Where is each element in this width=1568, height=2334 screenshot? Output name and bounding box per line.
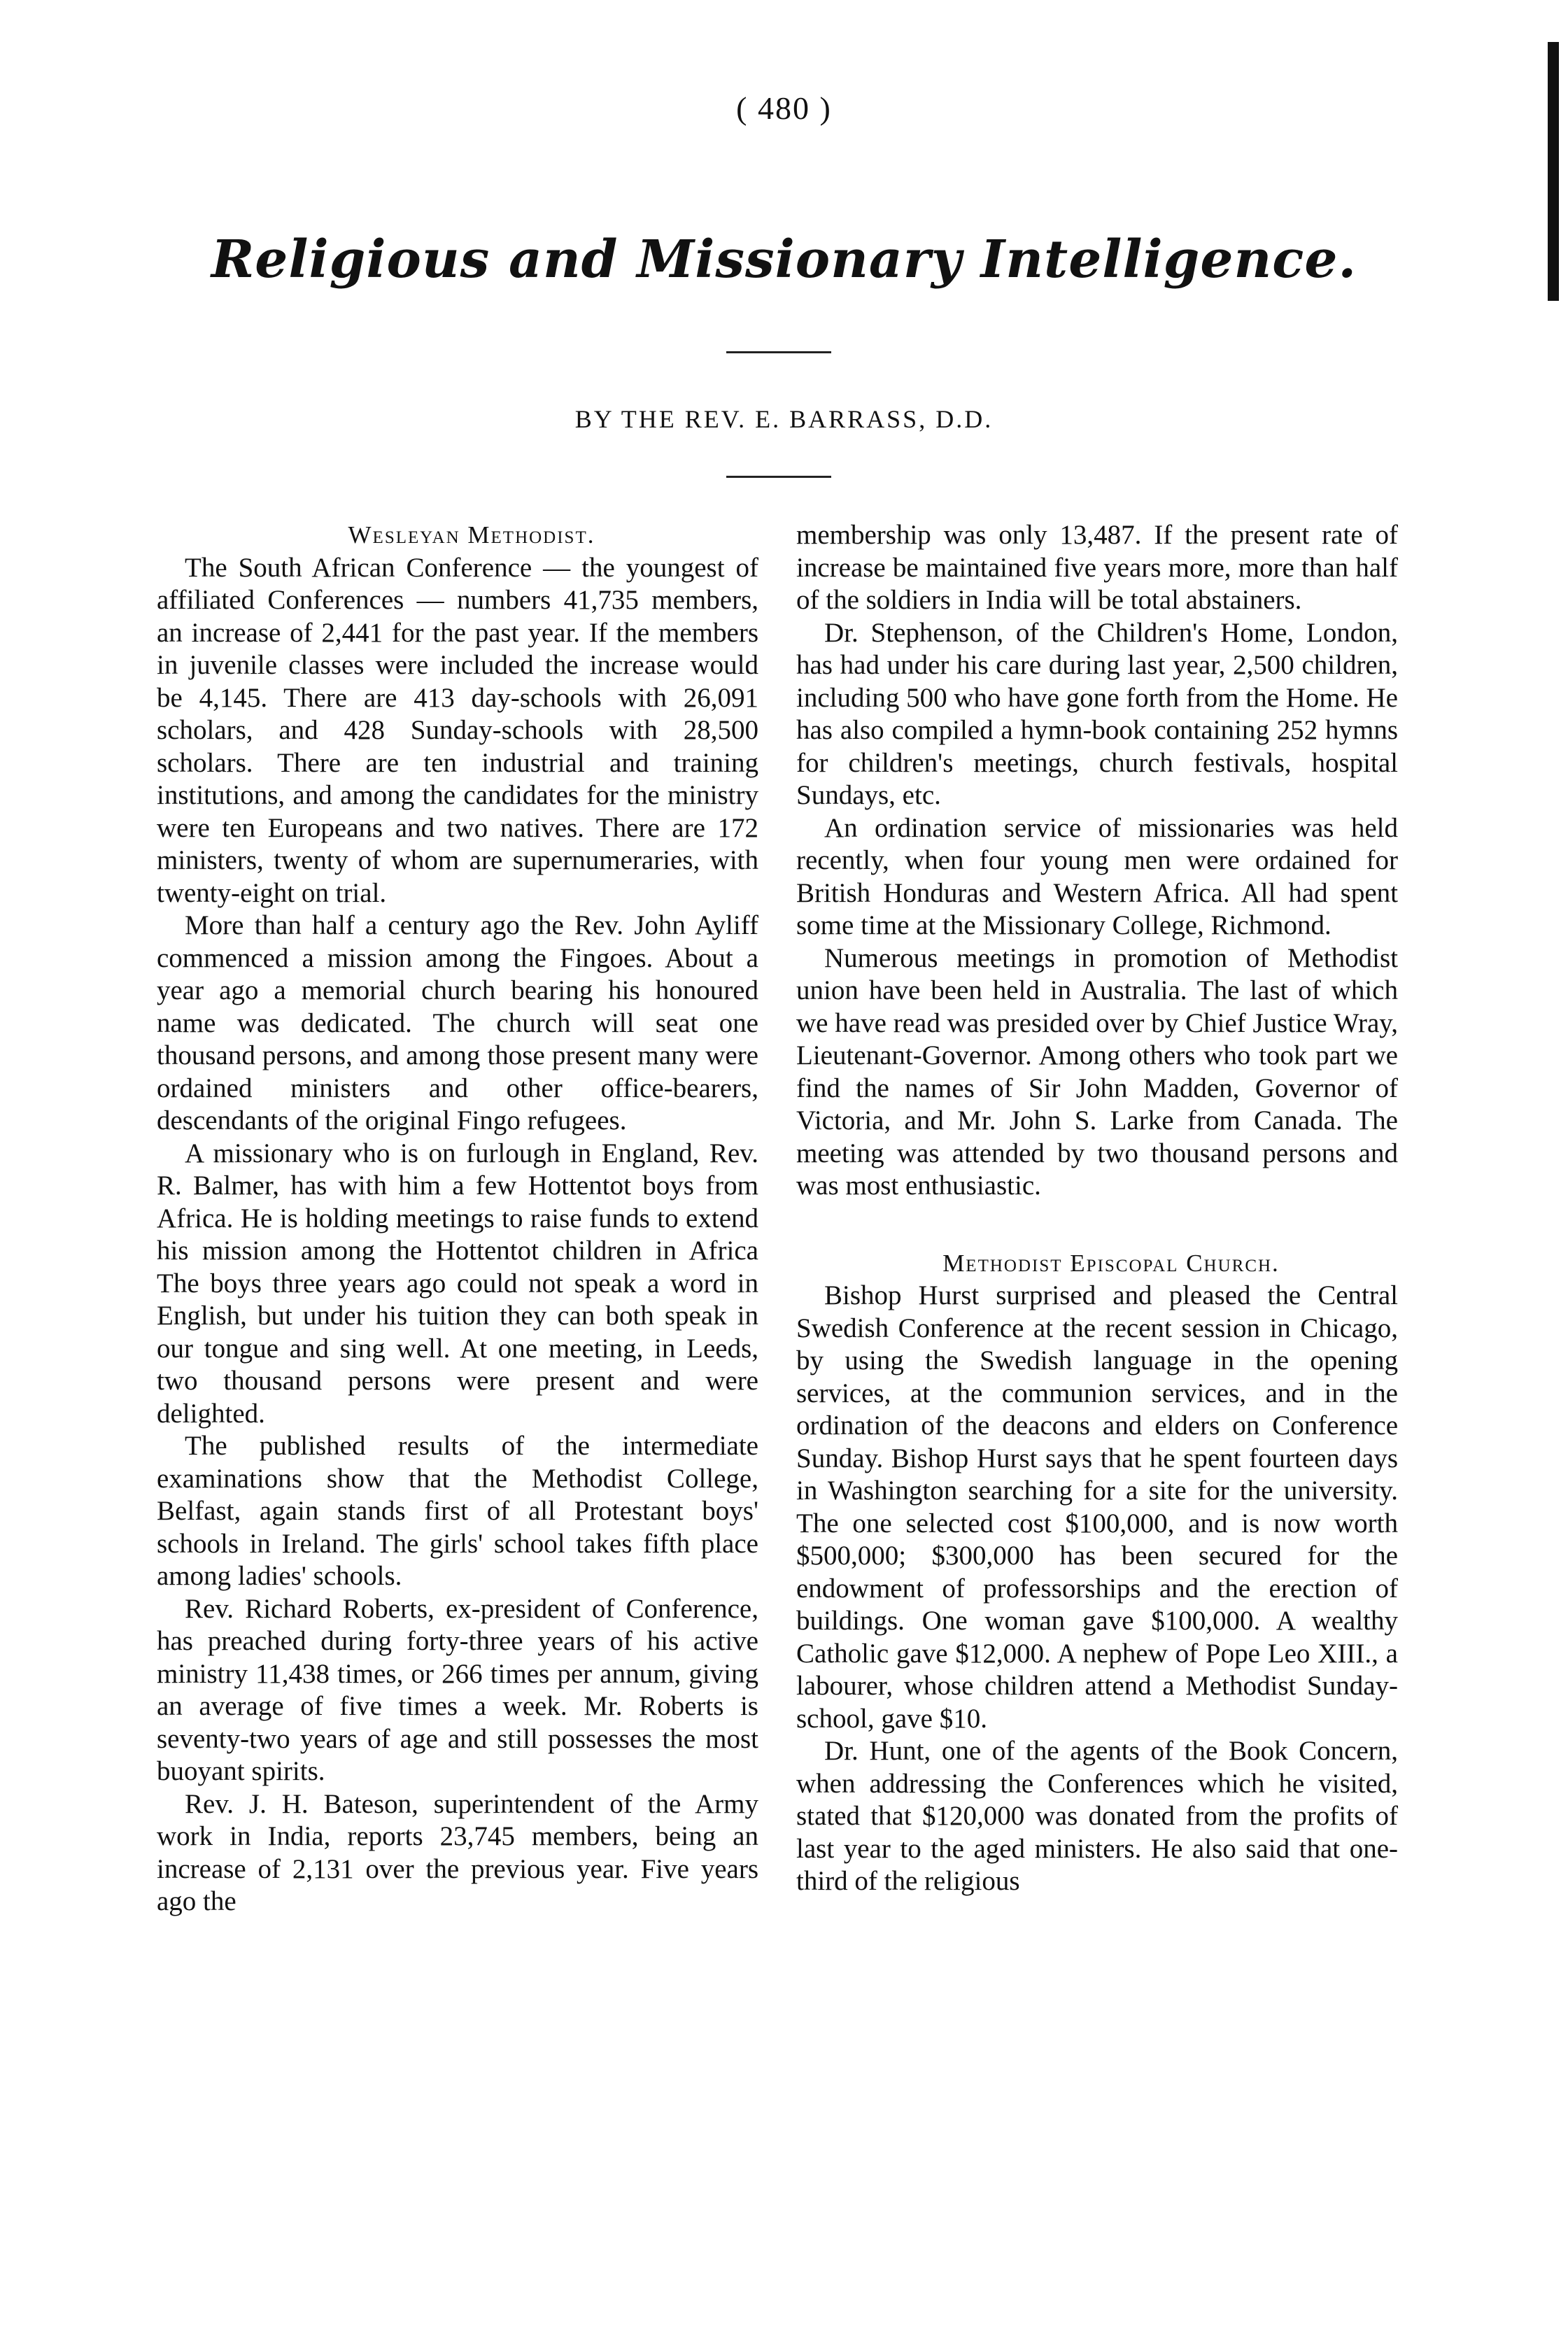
paragraph: Numerous meetings in promotion of Methodist union have been held in Australia. The last of which we have read was presided over by Chief Justice Wray, Lieutenant-Governor. Among others who took part we find the names of Sir John Madden, Governor of Victoria, and Mr. John S. Larke from Canada. The meeting was attended by two thousand persons and was most enthusiastic. (796, 942, 1398, 1201)
section-heading-methodist-episcopal: Methodist Episcopal Church. (942, 1249, 1280, 1277)
paragraph: Dr. Stephenson, of the Children's Home, London, has had under his care during last year, 2,500 children, including 500 who have gone forth from the Home. He has also compiled a hymn-book containing 252 hymns for children's meetings, church festivals, hospital Sundays, etc. (796, 617, 1398, 810)
author-byline: BY THE REV. E. BARRASS, D.D. (574, 405, 994, 433)
byline-divider (726, 476, 831, 478)
paragraph-continuation: membership was only 13,487. If the present rate of increase be maintained five years more, more than half of the soldiers in India will be total abstainers. (796, 520, 1398, 615)
paragraph: The published results of the intermediate examinations show that the Methodist College, Belfast, again stands first of all Protestant boys' schools in Ireland. The girls' school takes fifth place among ladies' schools. (157, 1431, 758, 1591)
paragraph: Rev. Richard Roberts, ex-president of Conference, has preached during forty-three years of his active ministry 11,438 times, or 266 times per annum, giving an average of five times a week. Mr. Roberts is seventy-two years of age and still possesses the most buoyant spirits. (157, 1593, 758, 1786)
paragraph: More than half a century ago the Rev. John Ayliff commenced a mission among the Fingoes. About a year ago a memorial church bearing his honoured name was dedicated. The church will seat one thousand persons, and among those present many were ordained ministers and other office-bearers, descendants of the original Fingo refugees. (157, 910, 758, 1136)
left-column (157, 519, 758, 1918)
page-number: ( 480 ) (736, 90, 832, 126)
paragraph: Rev. J. H. Bateson, superintendent of the Army work in India, reports 23,745 members, being an increase of 2,131 over the previous year. Five years ago the (157, 1788, 758, 1916)
paragraph: An ordination service of missionaries was held recently, when four young men were ordained for British Honduras and Western Africa. All had spent some time at the Missionary College, Richmond. (796, 812, 1398, 940)
page-title: Religious and Missionary Intelligence. (211, 229, 1357, 290)
paragraph: Dr. Hunt, one of the agents of the Book Concern, when addressing the Conferences which he visited, stated that $120,000 was donated from the profits of last year to the aged ministers. He also said that one-third of the religious (796, 1736, 1398, 1896)
paragraph: A missionary who is on furlough in England, Rev. R. Balmer, has with him a few Hottentot boys from Africa. He is holding meetings to raise funds to extend his mission among the Hottentot children in Africa The boys three years ago could not speak a word in English, but under his tuition they can both speak in our tongue and sing well. At one meeting, in Leeds, two thousand persons were present and were delighted. (157, 1138, 758, 1429)
right-column (796, 519, 1398, 1898)
title-divider (726, 351, 831, 353)
paragraph: The South African Conference — the youngest of affiliated Conferences — numbers 41,735 members, an increase of 2,441 for the past year. If the members in juvenile classes were included the increase would be 4,145. There are 413 day-schools with 26,091 scholars, and 428 Sunday-schools with 28,500 scholars. There are ten industrial and training institutions, and among the candidates for the ministry were ten Europeans and two natives. There are 172 ministers, twenty of whom are supernumeraries, with twenty-eight on trial. (157, 552, 758, 908)
paragraph: Bishop Hurst surprised and pleased the Central Swedish Conference at the recent session in Chicago, by using the Swedish language in the opening services, at the communion services, and in the ordination of the deacons and elders on Conference Sunday. Bishop Hurst says that he spent fourteen days in Washington searching for a site for the university. The one selected cost $100,000, and is now worth $500,000; $300,000 has been secured for the endowment of professorships and the erection of buildings. One woman gave $100,000. A wealthy Catholic gave $12,000. A nephew of Pope Leo XIII., a labourer, whose children attend a Methodist Sunday-school, gave $10. (796, 1280, 1398, 1734)
section-heading-wesleyan: Wesleyan Methodist. (348, 521, 595, 549)
